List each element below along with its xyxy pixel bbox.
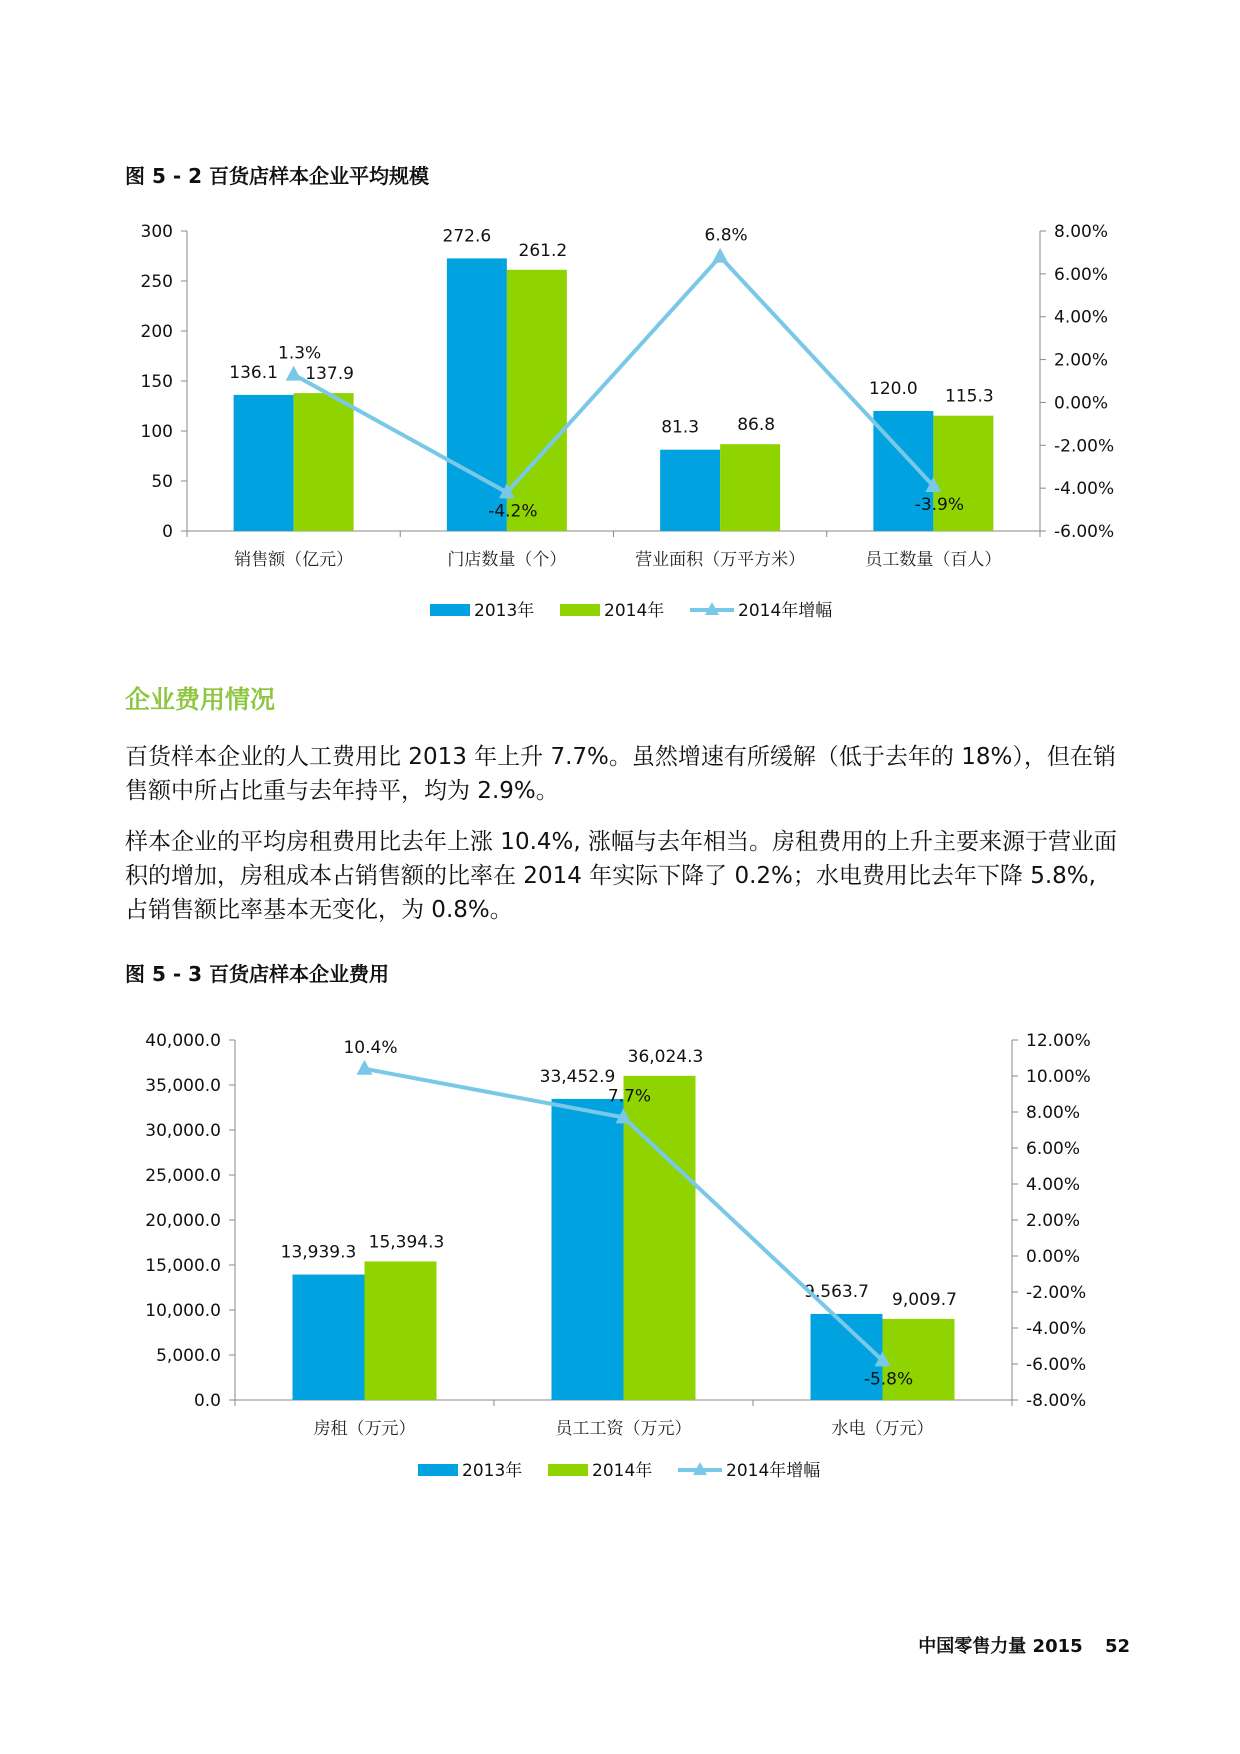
- growth-line: [294, 257, 934, 493]
- y2-tick-label: -8.00%: [1026, 1391, 1087, 1411]
- growth-value-label: 6.8%: [704, 225, 748, 246]
- y-tick-label: 30,000.0: [145, 1121, 221, 1141]
- growth-marker: [712, 248, 728, 263]
- bar-value-label: 36,024.3: [627, 1046, 704, 1067]
- category-label: 房租（万元）: [313, 1419, 416, 1439]
- bar-2014年: [365, 1261, 437, 1400]
- bar-2014年: [624, 1076, 696, 1400]
- y2-tick-label: 4.00%: [1054, 307, 1109, 328]
- y-tick-label: 25,000.0: [145, 1166, 221, 1186]
- growth-value-label: -5.8%: [863, 1369, 914, 1390]
- bar-2013年: [234, 395, 294, 531]
- y2-tick-label: -2.00%: [1026, 1283, 1087, 1303]
- y-tick-label: 5,000.0: [156, 1346, 221, 1366]
- y-tick-label: 40,000.0: [145, 1031, 221, 1051]
- y2-tick-label: 6.00%: [1026, 1139, 1081, 1159]
- y2-tick-label: 10.00%: [1026, 1067, 1091, 1087]
- y2-tick-label: -4.00%: [1054, 479, 1115, 500]
- bar-value-label: 137.9: [305, 364, 354, 385]
- bar-value-label: 272.6: [442, 226, 492, 247]
- y-tick-label: 10,000.0: [145, 1301, 221, 1321]
- bar-2014年: [294, 393, 354, 531]
- chart-store-costs: [0, 1010, 1240, 1490]
- page-number: 52: [1104, 1636, 1130, 1657]
- bar-2014年: [507, 270, 567, 531]
- y2-tick-label: 8.00%: [1026, 1103, 1081, 1123]
- y2-tick-label: 12.00%: [1026, 1031, 1091, 1051]
- bar-value-label: 115.3: [945, 386, 994, 407]
- y2-tick-label: 2.00%: [1026, 1211, 1081, 1231]
- y-tick-label: 200: [140, 322, 173, 342]
- bar-value-label: 86.8: [737, 415, 776, 436]
- y-tick-label: 20,000.0: [145, 1211, 221, 1231]
- legend-swatch: [560, 604, 600, 616]
- section-title: 企业费用情况: [125, 685, 276, 714]
- legend-label: 2014年增幅: [738, 601, 833, 621]
- y-tick-label: 250: [140, 272, 173, 292]
- legend-label: 2014年: [604, 601, 665, 621]
- bar-2013年: [293, 1275, 365, 1400]
- figure-title: 图 5 - 2 百货店样本企业平均规模: [125, 164, 429, 188]
- y2-tick-label: 8.00%: [1054, 222, 1109, 242]
- category-label: 门店数量（个）: [447, 550, 567, 570]
- bar-value-label: 9,563.7: [804, 1281, 869, 1302]
- legend-swatch: [418, 1464, 458, 1476]
- y2-tick-label: 6.00%: [1054, 264, 1109, 285]
- paragraph: 样本企业的平均房租费用比去年上涨 10.4%, 涨幅与去年相当。房租费用的上升主要来源于营业面积的增加，房租成本占销售额的比率在 2014 年实际下降了 0.2%；水电费用比去年下降 5.8%, 占销售额比率基本无变化，为 0.8%。: [125, 829, 1117, 923]
- growth-value-label: 7.7%: [607, 1086, 652, 1107]
- bar-value-label: 81.3: [661, 417, 700, 438]
- legend-swatch: [430, 604, 470, 616]
- legend-label: 2013年: [462, 1461, 523, 1481]
- category-label: 营业面积（万平方米）: [635, 550, 806, 570]
- bar-value-label: 13,939.3: [280, 1242, 357, 1263]
- growth-marker: [286, 366, 302, 381]
- page-footer: [918, 1632, 1130, 1658]
- paragraph: 百货样本企业的人工费用比 2013 年上升 7.7%。虽然增速有所缓解（低于去年的 18%），但在销售额中所占比重与去年持平，均为 2.9%。: [125, 744, 1116, 804]
- y-tick-label: 0: [162, 522, 173, 542]
- y-tick-label: 15,000.0: [145, 1256, 221, 1276]
- bar-2013年: [660, 450, 720, 531]
- growth-value-label: -4.2%: [488, 501, 538, 522]
- y2-tick-label: -6.00%: [1054, 522, 1115, 542]
- bar-2013年: [447, 258, 507, 531]
- growth-value-label: -3.9%: [914, 495, 965, 515]
- publication-name: 中国零售力量 2015: [918, 1636, 1083, 1657]
- bar-2013年: [552, 1099, 624, 1400]
- category-label: 员工工资（万元）: [555, 1419, 692, 1439]
- bar-value-label: 15,394.3: [368, 1232, 445, 1253]
- legend-label: 2014年增幅: [726, 1461, 821, 1481]
- y-tick-label: 0.0: [193, 1391, 221, 1411]
- y2-tick-label: 0.00%: [1054, 393, 1109, 414]
- legend-label: 2014年: [592, 1461, 653, 1481]
- y2-tick-label: -2.00%: [1054, 436, 1115, 457]
- y-tick-label: 300: [140, 222, 173, 242]
- legend-swatch: [548, 1464, 588, 1476]
- y2-tick-label: -4.00%: [1026, 1319, 1087, 1339]
- y-tick-label: 100: [140, 422, 173, 442]
- bar-value-label: 261.2: [518, 240, 568, 261]
- chart-store-scale: [0, 200, 1240, 640]
- growth-marker: [357, 1060, 373, 1075]
- bar-value-label: 33,452.9: [539, 1066, 616, 1087]
- y-tick-label: 50: [151, 472, 173, 492]
- bar-2014年: [720, 444, 780, 531]
- growth-value-label: 10.4%: [343, 1037, 398, 1058]
- category-label: 员工数量（百人）: [865, 550, 1002, 570]
- y2-tick-label: -6.00%: [1026, 1355, 1087, 1375]
- y2-tick-label: 4.00%: [1026, 1175, 1081, 1195]
- y2-tick-label: 0.00%: [1026, 1247, 1081, 1267]
- bar-value-label: 120.0: [869, 379, 918, 399]
- bar-value-label: 9,009.7: [892, 1289, 957, 1310]
- category-label: 水电（万元）: [831, 1419, 934, 1439]
- y-tick-label: 150: [140, 372, 173, 392]
- y-tick-label: 35,000.0: [145, 1076, 221, 1096]
- legend-label: 2013年: [474, 601, 535, 621]
- category-label: 销售额（亿元）: [234, 550, 354, 570]
- growth-value-label: 1.3%: [278, 343, 322, 364]
- figure-title: 图 5 - 3 百货店样本企业费用: [125, 962, 389, 986]
- bar-value-label: 136.1: [229, 362, 278, 383]
- y2-tick-label: 2.00%: [1054, 350, 1109, 371]
